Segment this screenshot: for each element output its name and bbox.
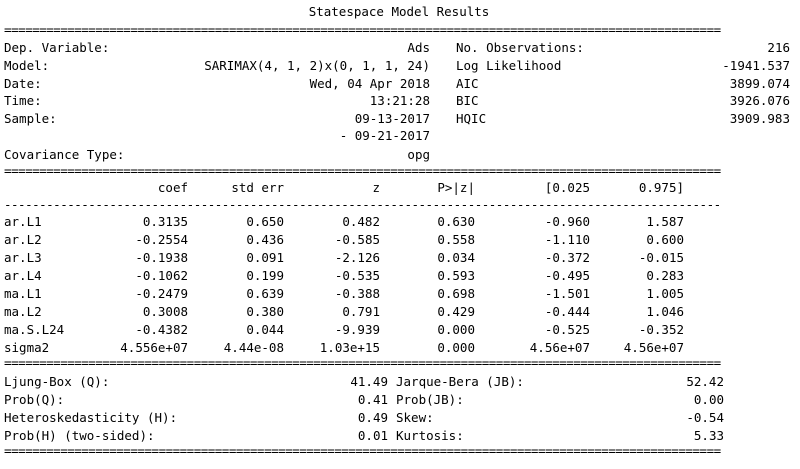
time-label: Time: [4, 93, 42, 108]
ci-upper-value: 1.587 [646, 214, 684, 229]
z-value: -2.126 [334, 250, 380, 265]
covariance-type-label: Covariance Type: [4, 147, 125, 162]
bic-label: BIC [456, 93, 479, 108]
hqic-label: HQIC [456, 111, 487, 126]
std-err-value: 0.380 [246, 304, 284, 319]
z-value: 0.791 [342, 304, 380, 319]
bic-value: 3926.076 [729, 93, 790, 108]
ci-lower-value: -0.372 [544, 250, 590, 265]
aic-label: AIC [456, 76, 479, 91]
p-value-header: P>|z| [437, 180, 475, 195]
time-value: 13:21:28 [369, 93, 430, 108]
double-rule-diag-top: ====================================================================================================== [4, 358, 721, 368]
ci-upper-value: 4.56e+07 [623, 340, 684, 355]
diag-left-label: Prob(Q): [4, 392, 65, 407]
param-name: ar.L3 [4, 250, 42, 265]
diag-right-value: 5.33 [693, 428, 724, 443]
double-rule-bottom: ====================================================================================================== [4, 446, 721, 456]
nobs-label: No. Observations: [456, 40, 584, 55]
double-rule-top: ====================================================================================================== [4, 25, 721, 35]
param-name: ar.L1 [4, 214, 42, 229]
p-value: 0.034 [437, 250, 475, 265]
ci-upper-header: 0.975] [638, 180, 684, 195]
z-value: -0.388 [334, 286, 380, 301]
coef-value: 0.3135 [142, 214, 188, 229]
z-header: z [372, 180, 380, 195]
diag-left-value: 0.49 [357, 410, 388, 425]
z-value: -9.939 [334, 322, 380, 337]
diag-left-value: 0.01 [357, 428, 388, 443]
diag-left-label: Prob(H) (two-sided): [4, 428, 155, 443]
z-value: -0.535 [334, 268, 380, 283]
p-value: 0.698 [437, 286, 475, 301]
ci-lower-value: -1.501 [544, 286, 590, 301]
diag-right-label: Prob(JB): [396, 392, 464, 407]
ci-lower-header: [0.025 [544, 180, 590, 195]
coef-header: coef [157, 180, 188, 195]
param-name: ar.L2 [4, 232, 42, 247]
model-label: Model: [4, 58, 50, 73]
p-value: 0.429 [437, 304, 475, 319]
p-value: 0.593 [437, 268, 475, 283]
ci-lower-value: -0.525 [544, 322, 590, 337]
p-value: 0.000 [437, 340, 475, 355]
std-err-value: 0.044 [246, 322, 284, 337]
ci-lower-value: -0.444 [544, 304, 590, 319]
diag-left-label: Ljung-Box (Q): [4, 374, 110, 389]
std-err-value: 4.44e-08 [223, 340, 284, 355]
sample-value-start: 09-13-2017 [354, 111, 430, 126]
std-err-header: std err [231, 180, 284, 195]
param-name: sigma2 [4, 340, 50, 355]
date-value: Wed, 04 Apr 2018 [309, 76, 430, 91]
p-value: 0.558 [437, 232, 475, 247]
nobs-value: 216 [767, 40, 790, 55]
ci-lower-value: -1.110 [544, 232, 590, 247]
ci-lower-value: -0.960 [544, 214, 590, 229]
std-err-value: 0.199 [246, 268, 284, 283]
ci-lower-value: -0.495 [544, 268, 590, 283]
log-likelihood-value: -1941.537 [722, 58, 790, 73]
param-name: ar.L4 [4, 268, 42, 283]
z-value: -0.585 [334, 232, 380, 247]
p-value: 0.630 [437, 214, 475, 229]
diag-right-label: Kurtosis: [396, 428, 464, 443]
coef-value: 0.3008 [142, 304, 188, 319]
p-value: 0.000 [437, 322, 475, 337]
sample-label: Sample: [4, 111, 57, 126]
ci-upper-value: 1.005 [646, 286, 684, 301]
param-name: ma.L2 [4, 304, 42, 319]
dep-variable-label: Dep. Variable: [4, 40, 110, 55]
coef-value: -0.2479 [135, 286, 188, 301]
std-err-value: 0.650 [246, 214, 284, 229]
ci-upper-value: 0.600 [646, 232, 684, 247]
dep-variable-value: Ads [407, 40, 430, 55]
coef-value: 4.556e+07 [120, 340, 188, 355]
diag-left-value: 41.49 [350, 374, 388, 389]
param-name: ma.S.L24 [4, 322, 65, 337]
std-err-value: 0.436 [246, 232, 284, 247]
model-value: SARIMAX(4, 1, 2)x(0, 1, 1, 24) [204, 58, 430, 73]
z-value: 1.03e+15 [319, 340, 380, 355]
date-label: Date: [4, 76, 42, 91]
diag-left-label: Heteroskedasticity (H): [4, 410, 178, 425]
diag-right-value: 52.42 [686, 374, 724, 389]
coef-value: -0.2554 [135, 232, 188, 247]
ci-upper-value: -0.015 [638, 250, 684, 265]
ci-upper-value: 1.046 [646, 304, 684, 319]
covariance-type-value: opg [407, 147, 430, 162]
log-likelihood-label: Log Likelihood [456, 58, 562, 73]
diag-right-label: Skew: [396, 410, 434, 425]
diag-right-value: 0.00 [693, 392, 724, 407]
param-name: ma.L1 [4, 286, 42, 301]
coef-value: -0.1062 [135, 268, 188, 283]
hqic-value: 3909.983 [729, 111, 790, 126]
aic-value: 3899.074 [729, 76, 790, 91]
std-err-value: 0.091 [246, 250, 284, 265]
diag-left-value: 0.41 [357, 392, 388, 407]
sample-value-end: - 09-21-2017 [339, 128, 430, 143]
diag-right-label: Jarque-Bera (JB): [396, 374, 524, 389]
ci-lower-value: 4.56e+07 [529, 340, 590, 355]
ci-upper-value: -0.352 [638, 322, 684, 337]
results-title: Statespace Model Results [308, 4, 490, 19]
z-value: 0.482 [342, 214, 380, 229]
coef-value: -0.4382 [135, 322, 188, 337]
std-err-value: 0.639 [246, 286, 284, 301]
ci-upper-value: 0.283 [646, 268, 684, 283]
double-rule-coef-top: ====================================================================================================== [4, 166, 721, 176]
diag-right-value: -0.54 [686, 410, 724, 425]
coef-value: -0.1938 [135, 250, 188, 265]
single-rule-coef: ------------------------------------------------------------------------------------------------------ [4, 200, 721, 210]
